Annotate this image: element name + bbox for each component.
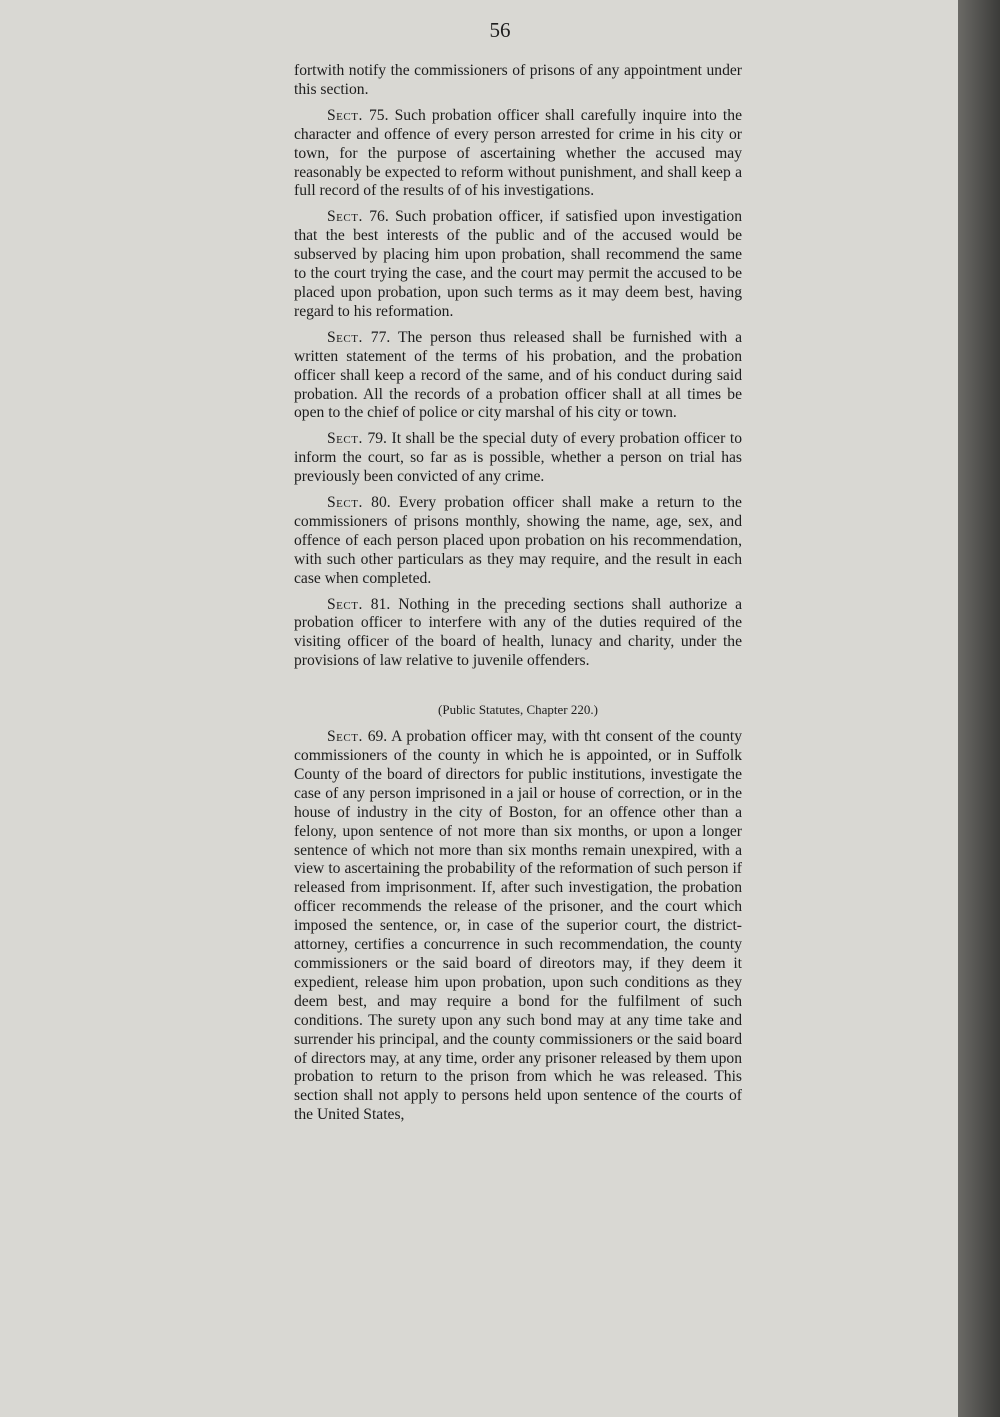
section-number: 80. xyxy=(371,494,391,512)
section-75 xyxy=(294,107,742,202)
section-label: Sect. xyxy=(327,728,363,746)
text-column xyxy=(294,62,742,1132)
section-77 xyxy=(294,329,742,424)
paragraph-text: Nothing in the preceding sections shall authorize a probation officer to interfere with any of the duties required of the visiting officer of the board of health, lunacy and charity, under the provisions of law relative to juvenile offenders. xyxy=(294,595,742,670)
section-number: 76. xyxy=(369,208,389,226)
section-number: 69. xyxy=(367,728,388,746)
section-79 xyxy=(294,430,742,487)
paragraph-text: Such probation officer shall carefully inquire into the character and offence of every person arrested for crime in his city or town, for the purpose of ascertaining whether the accused may reasonably be expected to reform without punishment, and shall keep a full record of the results of of his investigations. xyxy=(294,106,742,200)
section-76 xyxy=(294,208,742,321)
section-label: Sect. xyxy=(327,106,363,124)
page-number: 56 xyxy=(489,18,511,42)
section-80 xyxy=(294,494,742,589)
section-label: Sect. xyxy=(327,328,363,346)
paragraph-text: fortwith notify the commissioners of prisons of any appointment under this section. xyxy=(294,62,742,98)
section-label: Sect. xyxy=(327,208,363,226)
paragraph-text: A probation officer may, with tht consent of the county commissioners of the county in which he is appointed, or in Suffolk County of the board of directors for public institutions, investigate the case of any person imprisoned in a jail or house of correction, or in the house of industry in the city of Boston, for an offence other than a felony, upon sentence of not more than six months, or upon a longer sentence of which not more than six months remain unexpired, with a view to ascertaining the probability of the reformation of such person if released from imprisonment. If, after such investigation, the probation officer recommends the release of the prisoner, and the court which imposed the sentence, or, in case of the superior court, the district-attorney, certifies a concurrence in such recommendation, the county commissioners or the said board of direotors may, if they deem it expedient, release him upon probation, upon such conditions as they deem best, and may require a bond for the fulfilment of such conditions. The surety upon any such bond may at any time take and surrender his principal, and the county commissioners or the said board of directors may, at any time, order any prisoner released by them upon probation to return to the prison from which he was released. This section shall not apply to persons held upon sentence of the courts of the United States, xyxy=(294,728,742,1124)
paragraph-text: The person thus released shall be furnished with a written statement of the terms of his probation, and the probation officer shall keep a record of the same, and of his conduct during said probation. All the records of a probation officer shall at all times be open to the chief of police or city marshal of his city or town. xyxy=(294,328,742,422)
paragraph-continuation xyxy=(294,62,742,100)
section-label: Sect. xyxy=(327,494,363,512)
section-number: 79. xyxy=(367,430,387,448)
paragraph-text: Every probation officer shall make a return to the commissioners of prisons monthly, showing the name, age, sex, and offence of each person placed upon probation on his recommendation, with such other particulars as they may require, and the result in each case when completed. xyxy=(294,494,742,587)
paragraph-text: Such probation officer, if satisfied upon investigation that the best interests of the public and of the accused would be subserved by placing him upon probation, shall recommend the same to the court trying the case, and the court may permit the accused to be placed upon probation, upon such terms as it may deem best, having regard to his reformation. xyxy=(294,208,743,320)
page-edge-shadow xyxy=(958,0,1000,1417)
section-label: Sect. xyxy=(327,595,363,613)
paragraph-text: It shall be the special duty of every probation officer to inform the court, so far as is possible, whether a person on trial has previously been convicted of any crime. xyxy=(294,430,742,486)
section-number: 77. xyxy=(370,328,391,346)
section-69 xyxy=(294,728,742,1125)
statute-heading: (Public Statutes, Chapter 220.) xyxy=(438,702,598,718)
section-number: 75. xyxy=(368,106,389,124)
section-label: Sect. xyxy=(327,430,363,448)
section-81 xyxy=(294,596,742,672)
section-number: 81. xyxy=(370,595,391,613)
